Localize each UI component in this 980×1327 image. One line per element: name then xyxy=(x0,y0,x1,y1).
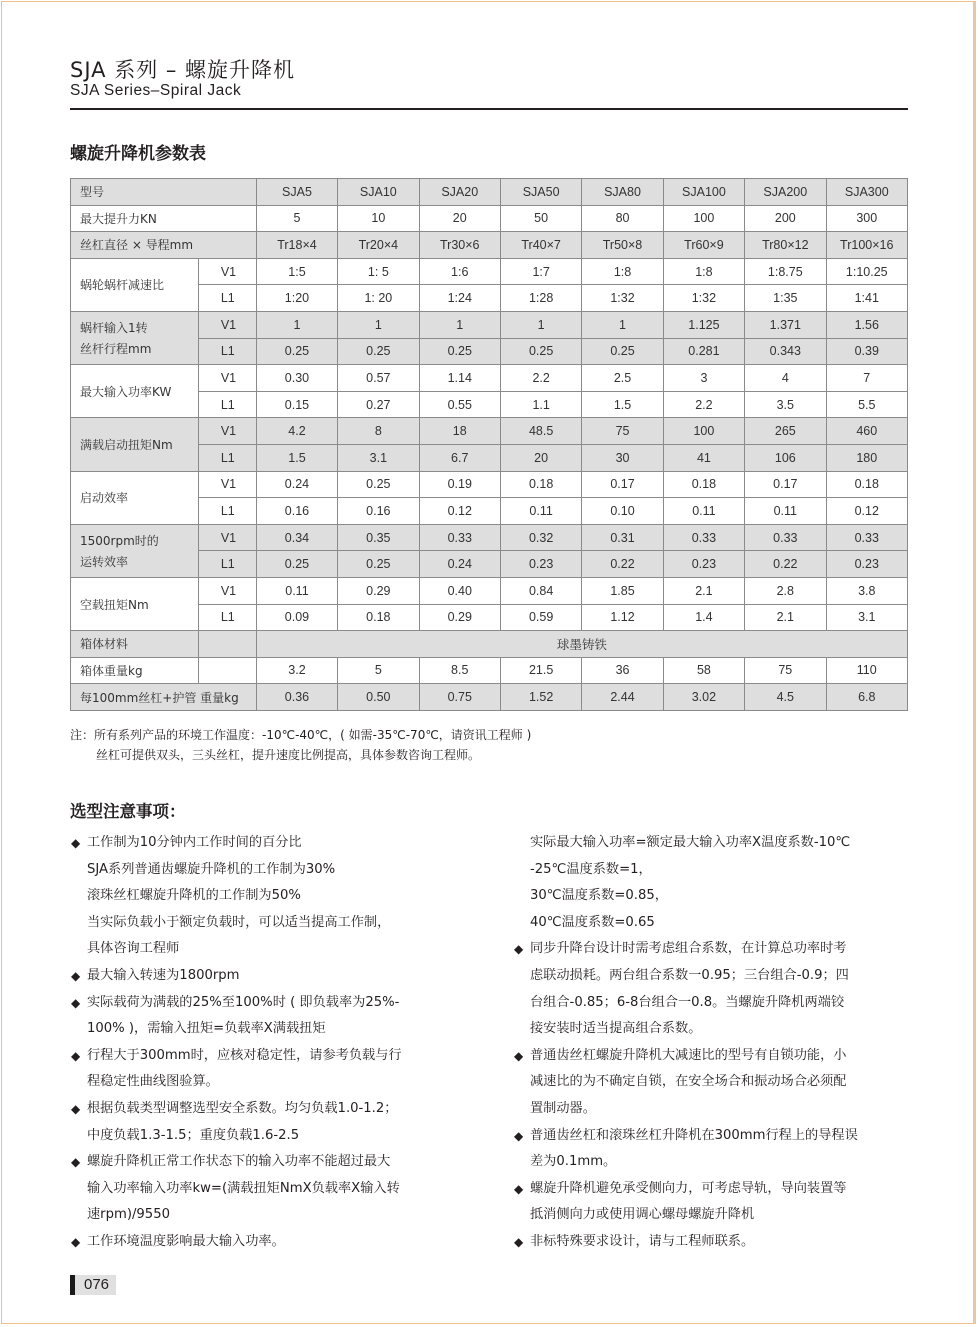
table-cell: 0.33 xyxy=(419,524,500,551)
table-cell: 1:7 xyxy=(500,258,581,285)
table-cell: 0.18 xyxy=(338,604,419,631)
table-cell: 0.25 xyxy=(338,471,419,498)
variant-label: V1 xyxy=(198,471,256,498)
row-label: 最大提升力KN xyxy=(71,205,257,232)
table-cell: 0.16 xyxy=(256,498,337,525)
diamond-bullet-icon: ◆ xyxy=(71,1234,81,1249)
variant-label: L1 xyxy=(198,604,256,631)
table-cell: 0.33 xyxy=(745,524,826,551)
table-cell: 0.36 xyxy=(256,684,337,711)
table-cell: 7 xyxy=(826,365,907,392)
note-text-line: 螺旋升降机避免承受侧向力，可考虑导轨，导向装置等 xyxy=(530,1180,847,1196)
table-section-title: 螺旋升降机参数表 xyxy=(70,144,206,164)
note-text-line: -25℃温度系数=1， xyxy=(530,861,652,877)
table-cell: 3.5 xyxy=(745,391,826,418)
selection-note-item xyxy=(70,830,490,963)
note-text-line: SJA系列普通齿螺旋升降机的工作制为30% xyxy=(87,861,336,877)
diamond-bullet-icon: ◆ xyxy=(514,1128,524,1143)
table-row xyxy=(71,471,908,498)
row-label-line: 蜗杆输入1转 xyxy=(80,321,148,336)
note-line: 注：所有系列产品的环境工作温度：-10℃-40℃，( 如需-35℃-70℃，请资讯工程师 ) xyxy=(70,728,532,742)
diamond-bullet-icon: ◆ xyxy=(71,836,81,850)
note-text-line: 普通齿丝杠螺旋升降机大减速比的型号有自锁功能，小 xyxy=(530,1047,847,1063)
table-cell: 0.281 xyxy=(663,338,744,365)
table-cell: 6.7 xyxy=(419,444,500,471)
table-cell: 2.44 xyxy=(582,684,663,711)
diamond-bullet-icon: ◆ xyxy=(514,942,524,957)
table-cell: 1:32 xyxy=(582,285,663,312)
table-cell: 3.1 xyxy=(826,604,907,631)
diamond-bullet-icon: ◆ xyxy=(514,1048,524,1063)
table-cell: 1 xyxy=(338,311,419,338)
table-cell: Tr40×7 xyxy=(500,232,581,259)
table-cell: 0.23 xyxy=(826,551,907,578)
note-text-line: 输入功率输入功率kw=(满载扭矩NmX负载率X输入转 xyxy=(87,1180,400,1196)
table-row xyxy=(71,524,908,551)
note-text-line: 最大输入转速为1800rpm xyxy=(87,967,240,983)
table-cell: 0.10 xyxy=(582,498,663,525)
table-cell: 0.39 xyxy=(826,338,907,365)
note-text-line: 实际最大输入功率=额定最大输入功率X温度系数-10℃ xyxy=(530,835,851,850)
table-cell-empty xyxy=(198,657,256,684)
table-cell: Tr60×9 xyxy=(663,232,744,259)
table-cell: Tr100×16 xyxy=(826,232,907,259)
table-cell: 36 xyxy=(582,657,663,684)
variant-label: L1 xyxy=(198,391,256,418)
note-text-line: 工作制为10分钟内工作时间的百分比 xyxy=(87,835,302,850)
table-cell: 265 xyxy=(745,418,826,445)
table-cell: 1:24 xyxy=(419,285,500,312)
table-cell: 0.29 xyxy=(419,604,500,631)
model-header: SJA50 xyxy=(500,179,581,206)
table-cell: 5 xyxy=(256,205,337,232)
table-cell: 3.8 xyxy=(826,577,907,604)
material-value: 球墨铸铁 xyxy=(256,631,907,658)
row-label: 启动效率 xyxy=(71,471,199,524)
table-cell: 1:6 xyxy=(419,258,500,285)
model-header: SJA20 xyxy=(419,179,500,206)
table-cell: 1.14 xyxy=(419,365,500,392)
table-cell: 0.18 xyxy=(500,471,581,498)
model-header: SJA5 xyxy=(256,179,337,206)
table-cell: 0.11 xyxy=(745,498,826,525)
note-text-line: 减速比的为不确定自锁，在安全场合和振动场合必须配 xyxy=(530,1074,847,1090)
table-cell: 10 xyxy=(338,205,419,232)
table-row xyxy=(71,365,908,392)
table-cell: 1:41 xyxy=(826,285,907,312)
row-label-line: 运转效率 xyxy=(80,554,129,569)
table-cell: 0.30 xyxy=(256,365,337,392)
table-cell: 100 xyxy=(663,418,744,445)
table-row xyxy=(71,258,908,285)
table-cell: 1.52 xyxy=(500,684,581,711)
table-cell: 100 xyxy=(663,205,744,232)
selection-note-item xyxy=(70,1229,490,1256)
table-cell: 50 xyxy=(500,205,581,232)
table-cell: 0.22 xyxy=(582,551,663,578)
note-text-line: 接安装时适当提高组合系数。 xyxy=(530,1021,702,1037)
table-row xyxy=(71,684,908,711)
header-divider xyxy=(70,108,908,110)
table-cell: 0.15 xyxy=(256,391,337,418)
note-text-line: 根据负载类型调整选型安全系数。均匀负载1.0-1.2； xyxy=(87,1100,398,1116)
table-cell: 0.18 xyxy=(663,471,744,498)
note-text-line: 100% )，需输入扭矩=负载率X满载扭矩 xyxy=(87,1021,326,1037)
table-cell: 0.343 xyxy=(745,338,826,365)
table-cell: 0.84 xyxy=(500,577,581,604)
table-cell: 4.5 xyxy=(745,684,826,711)
table-cell: Tr18×4 xyxy=(256,232,337,259)
row-label: 满载启动扭矩Nm xyxy=(71,418,199,471)
table-cell: 1:8 xyxy=(582,258,663,285)
table-cell: 0.24 xyxy=(256,471,337,498)
variant-label: V1 xyxy=(198,577,256,604)
note-text-line: 置制动器。 xyxy=(530,1100,596,1116)
table-cell: 0.50 xyxy=(338,684,419,711)
table-cell: 2.8 xyxy=(745,577,826,604)
selection-note-item xyxy=(513,830,913,936)
note-text-line: 滚珠丝杠螺旋升降机的工作制为50% xyxy=(87,888,301,904)
table-cell: 0.18 xyxy=(826,471,907,498)
table-cell: 3 xyxy=(663,365,744,392)
table-cell: 20 xyxy=(419,205,500,232)
table-cell: 1.4 xyxy=(663,604,744,631)
table-cell: 2.1 xyxy=(663,577,744,604)
page-number-badge xyxy=(70,1275,116,1295)
note-text-line: 中度负载1.3-1.5；重度负载1.6-2.5 xyxy=(87,1127,300,1143)
table-cell: 58 xyxy=(663,657,744,684)
table-cell: 21.5 xyxy=(500,657,581,684)
row-label: 型号 xyxy=(71,179,257,206)
row-label-line: 1500rpm时的 xyxy=(80,533,159,548)
table-cell: 0.11 xyxy=(500,498,581,525)
note-text-line: 行程大于300mm时，应核对稳定性，请参考负载与行 xyxy=(87,1047,402,1063)
row-label: 最大输入功率KW xyxy=(71,365,199,418)
table-cell: 300 xyxy=(826,205,907,232)
row-label: 箱体重量kg xyxy=(71,657,199,684)
table-cell: 2.1 xyxy=(745,604,826,631)
table-cell: 5 xyxy=(338,657,419,684)
page-title: SJA 系列 – 螺旋升降机 xyxy=(70,58,296,82)
table-cell: 1:8.75 xyxy=(745,258,826,285)
table-row xyxy=(71,205,908,232)
table-cell: 1: 5 xyxy=(338,258,419,285)
table-cell: 1:5 xyxy=(256,258,337,285)
table-cell: 0.23 xyxy=(500,551,581,578)
diamond-bullet-icon: ◆ xyxy=(71,1155,81,1170)
row-label: 空载扭矩Nm xyxy=(71,577,199,630)
table-cell: 2.5 xyxy=(582,365,663,392)
table-cell: 0.17 xyxy=(745,471,826,498)
table-row xyxy=(71,418,908,445)
table-cell: 6.8 xyxy=(826,684,907,711)
table-cell: 0.24 xyxy=(419,551,500,578)
page-subtitle: SJA Series–Spiral Jack xyxy=(70,82,242,99)
table-cell: 0.75 xyxy=(419,684,500,711)
table-cell: 1:20 xyxy=(256,285,337,312)
variant-label: V1 xyxy=(198,311,256,338)
model-header: SJA100 xyxy=(663,179,744,206)
table-cell: 0.25 xyxy=(256,338,337,365)
table-cell: 3.1 xyxy=(338,444,419,471)
row-label: 丝杠直径 × 导程mm xyxy=(71,232,257,259)
table-cell: 1.371 xyxy=(745,311,826,338)
row-label xyxy=(71,524,199,577)
table-cell: 0.25 xyxy=(500,338,581,365)
note-text-line: 台组合-0.85；6-8台组合一0.8。当螺旋升降机两端铰 xyxy=(530,994,845,1010)
table-cell: 1 xyxy=(582,311,663,338)
row-label-line: 丝杆行程mm xyxy=(80,342,152,357)
note-text-line: 普通齿丝杠和滚珠丝杠升降机在300mm行程上的导程误 xyxy=(530,1127,858,1143)
page-number: 076 xyxy=(75,1275,116,1295)
table-cell: 1.12 xyxy=(582,604,663,631)
table-cell: 0.09 xyxy=(256,604,337,631)
model-header: SJA80 xyxy=(582,179,663,206)
table-cell: 1:35 xyxy=(745,285,826,312)
note-text-line: 抵消侧向力或使用调心螺母螺旋升降机 xyxy=(530,1207,755,1223)
note-text-line: 虑联动损耗。两台组合系数一0.95；三台组合-0.9；四 xyxy=(530,967,849,983)
table-cell: Tr20×4 xyxy=(338,232,419,259)
selection-note-item xyxy=(513,1123,913,1176)
table-cell: 0.35 xyxy=(338,524,419,551)
table-cell: 0.25 xyxy=(419,338,500,365)
table-cell: 41 xyxy=(663,444,744,471)
table-cell: 2.2 xyxy=(500,365,581,392)
table-cell: 1.1 xyxy=(500,391,581,418)
table-cell: Tr50×8 xyxy=(582,232,663,259)
table-cell: 0.33 xyxy=(663,524,744,551)
table-cell: 75 xyxy=(745,657,826,684)
table-cell: 1.125 xyxy=(663,311,744,338)
row-label: 每100mm丝杠+护管 重量kg xyxy=(71,684,257,711)
note-text-line: 工作环境温度影响最大输入功率。 xyxy=(87,1233,285,1249)
table-cell: 110 xyxy=(826,657,907,684)
table-cell: Tr80×12 xyxy=(745,232,826,259)
table-cell: 0.31 xyxy=(582,524,663,551)
note-text-line: 同步升降台设计时需考虑组合系数，在计算总功率时考 xyxy=(530,941,847,957)
table-cell: 0.57 xyxy=(338,365,419,392)
note-text-line: 差为0.1mm。 xyxy=(530,1154,617,1170)
variant-label: V1 xyxy=(198,258,256,285)
table-cell: 0.55 xyxy=(419,391,500,418)
table-cell: 1.5 xyxy=(582,391,663,418)
table-cell: 0.34 xyxy=(256,524,337,551)
table-cell: 0.19 xyxy=(419,471,500,498)
table-cell: 1:32 xyxy=(663,285,744,312)
table-cell: 30 xyxy=(582,444,663,471)
note-text-line: 程稳定性曲线图验算。 xyxy=(87,1074,219,1090)
table-cell: 0.25 xyxy=(338,551,419,578)
table-cell: 106 xyxy=(745,444,826,471)
table-cell: 1.5 xyxy=(256,444,337,471)
table-cell: 0.25 xyxy=(582,338,663,365)
note-text-line: 40℃温度系数=0.65 xyxy=(530,914,655,930)
table-cell: 5.5 xyxy=(826,391,907,418)
variant-label: V1 xyxy=(198,418,256,445)
table-row xyxy=(71,577,908,604)
selection-note-item xyxy=(513,936,913,1042)
table-cell: 4.2 xyxy=(256,418,337,445)
table-cell: 0.11 xyxy=(256,577,337,604)
table-row xyxy=(71,631,908,658)
table-cell: 1 xyxy=(500,311,581,338)
table-cell: 0.32 xyxy=(500,524,581,551)
table-cell: 0.17 xyxy=(582,471,663,498)
selection-note-item xyxy=(513,1043,913,1123)
table-cell: 0.29 xyxy=(338,577,419,604)
variant-label: L1 xyxy=(198,444,256,471)
table-cell: 8 xyxy=(338,418,419,445)
spec-table xyxy=(70,178,908,711)
table-cell: 0.33 xyxy=(826,524,907,551)
diamond-bullet-icon: ◆ xyxy=(71,968,81,983)
table-cell: 0.11 xyxy=(663,498,744,525)
variant-label: L1 xyxy=(198,551,256,578)
table-cell: 200 xyxy=(745,205,826,232)
table-cell: 0.22 xyxy=(745,551,826,578)
row-label: 箱体材料 xyxy=(71,631,199,658)
table-cell: 1.56 xyxy=(826,311,907,338)
table-cell: 0.16 xyxy=(338,498,419,525)
table-cell: 460 xyxy=(826,418,907,445)
table-cell: 3.02 xyxy=(663,684,744,711)
selection-notes-right xyxy=(513,830,913,1256)
table-cell-empty xyxy=(198,631,256,658)
selection-note-item xyxy=(70,963,490,990)
table-cell: Tr30×6 xyxy=(419,232,500,259)
diamond-bullet-icon: ◆ xyxy=(71,1048,81,1063)
table-cell: 0.25 xyxy=(338,338,419,365)
selection-note-item xyxy=(70,1149,490,1229)
table-cell: 1:10.25 xyxy=(826,258,907,285)
note-text-line: 螺旋升降机正常工作状态下的输入功率不能超过最大 xyxy=(87,1154,391,1170)
selection-note-item xyxy=(513,1176,913,1229)
variant-label: L1 xyxy=(198,285,256,312)
selection-note-item xyxy=(70,1096,490,1149)
diamond-bullet-icon: ◆ xyxy=(514,1181,524,1196)
table-cell: 1.85 xyxy=(582,577,663,604)
table-note xyxy=(70,725,531,765)
table-cell: 18 xyxy=(419,418,500,445)
table-cell: 0.59 xyxy=(500,604,581,631)
table-cell: 75 xyxy=(582,418,663,445)
model-header: SJA200 xyxy=(745,179,826,206)
note-text-line: 实际载荷为满载的25%至100%时 ( 即负载率为25%- xyxy=(87,994,400,1010)
table-row xyxy=(71,311,908,338)
variant-label: V1 xyxy=(198,365,256,392)
table-cell: 4 xyxy=(745,365,826,392)
model-header: SJA300 xyxy=(826,179,907,206)
selection-note-item xyxy=(513,1229,913,1256)
table-row xyxy=(71,179,908,206)
model-header: SJA10 xyxy=(338,179,419,206)
table-cell: 48.5 xyxy=(500,418,581,445)
table-cell: 1 xyxy=(419,311,500,338)
note-text-line: 非标特殊要求设计，请与工程师联系。 xyxy=(530,1233,755,1249)
note-text-line: 具体咨询工程师 xyxy=(87,941,180,957)
table-cell: 80 xyxy=(582,205,663,232)
diamond-bullet-icon: ◆ xyxy=(514,1234,524,1249)
variant-label: L1 xyxy=(198,338,256,365)
row-label xyxy=(71,311,199,364)
table-cell: 1:28 xyxy=(500,285,581,312)
selection-note-item xyxy=(70,990,490,1043)
table-cell: 180 xyxy=(826,444,907,471)
note-line: 丝杠可提供双头，三头丝杠，提升速度比例提高，具体参数咨询工程师。 xyxy=(96,748,481,762)
note-text-line: 速rpm)/9550 xyxy=(87,1207,170,1223)
selection-notes-title: 选型注意事项： xyxy=(70,802,186,821)
note-text-line: 当实际负载小于额定负载时，可以适当提高工作制， xyxy=(87,914,391,930)
table-row xyxy=(71,232,908,259)
diamond-bullet-icon: ◆ xyxy=(71,995,81,1010)
table-cell: 0.23 xyxy=(663,551,744,578)
selection-note-item xyxy=(70,1043,490,1096)
table-cell: 1 xyxy=(256,311,337,338)
table-cell: 3.2 xyxy=(256,657,337,684)
table-cell: 0.25 xyxy=(256,551,337,578)
selection-notes-left xyxy=(70,830,490,1256)
table-cell: 2.2 xyxy=(663,391,744,418)
table-cell: 0.12 xyxy=(826,498,907,525)
table-cell: 20 xyxy=(500,444,581,471)
table-cell: 1: 20 xyxy=(338,285,419,312)
table-cell: 0.27 xyxy=(338,391,419,418)
variant-label: V1 xyxy=(198,524,256,551)
table-cell: 0.40 xyxy=(419,577,500,604)
variant-label: L1 xyxy=(198,498,256,525)
diamond-bullet-icon: ◆ xyxy=(71,1101,81,1116)
row-label: 蜗轮蜗杆减速比 xyxy=(71,258,199,311)
note-text-line: 30℃温度系数=0.85， xyxy=(530,888,668,904)
table-cell: 8.5 xyxy=(419,657,500,684)
table-cell: 1:8 xyxy=(663,258,744,285)
table-cell: 0.12 xyxy=(419,498,500,525)
table-row xyxy=(71,657,908,684)
